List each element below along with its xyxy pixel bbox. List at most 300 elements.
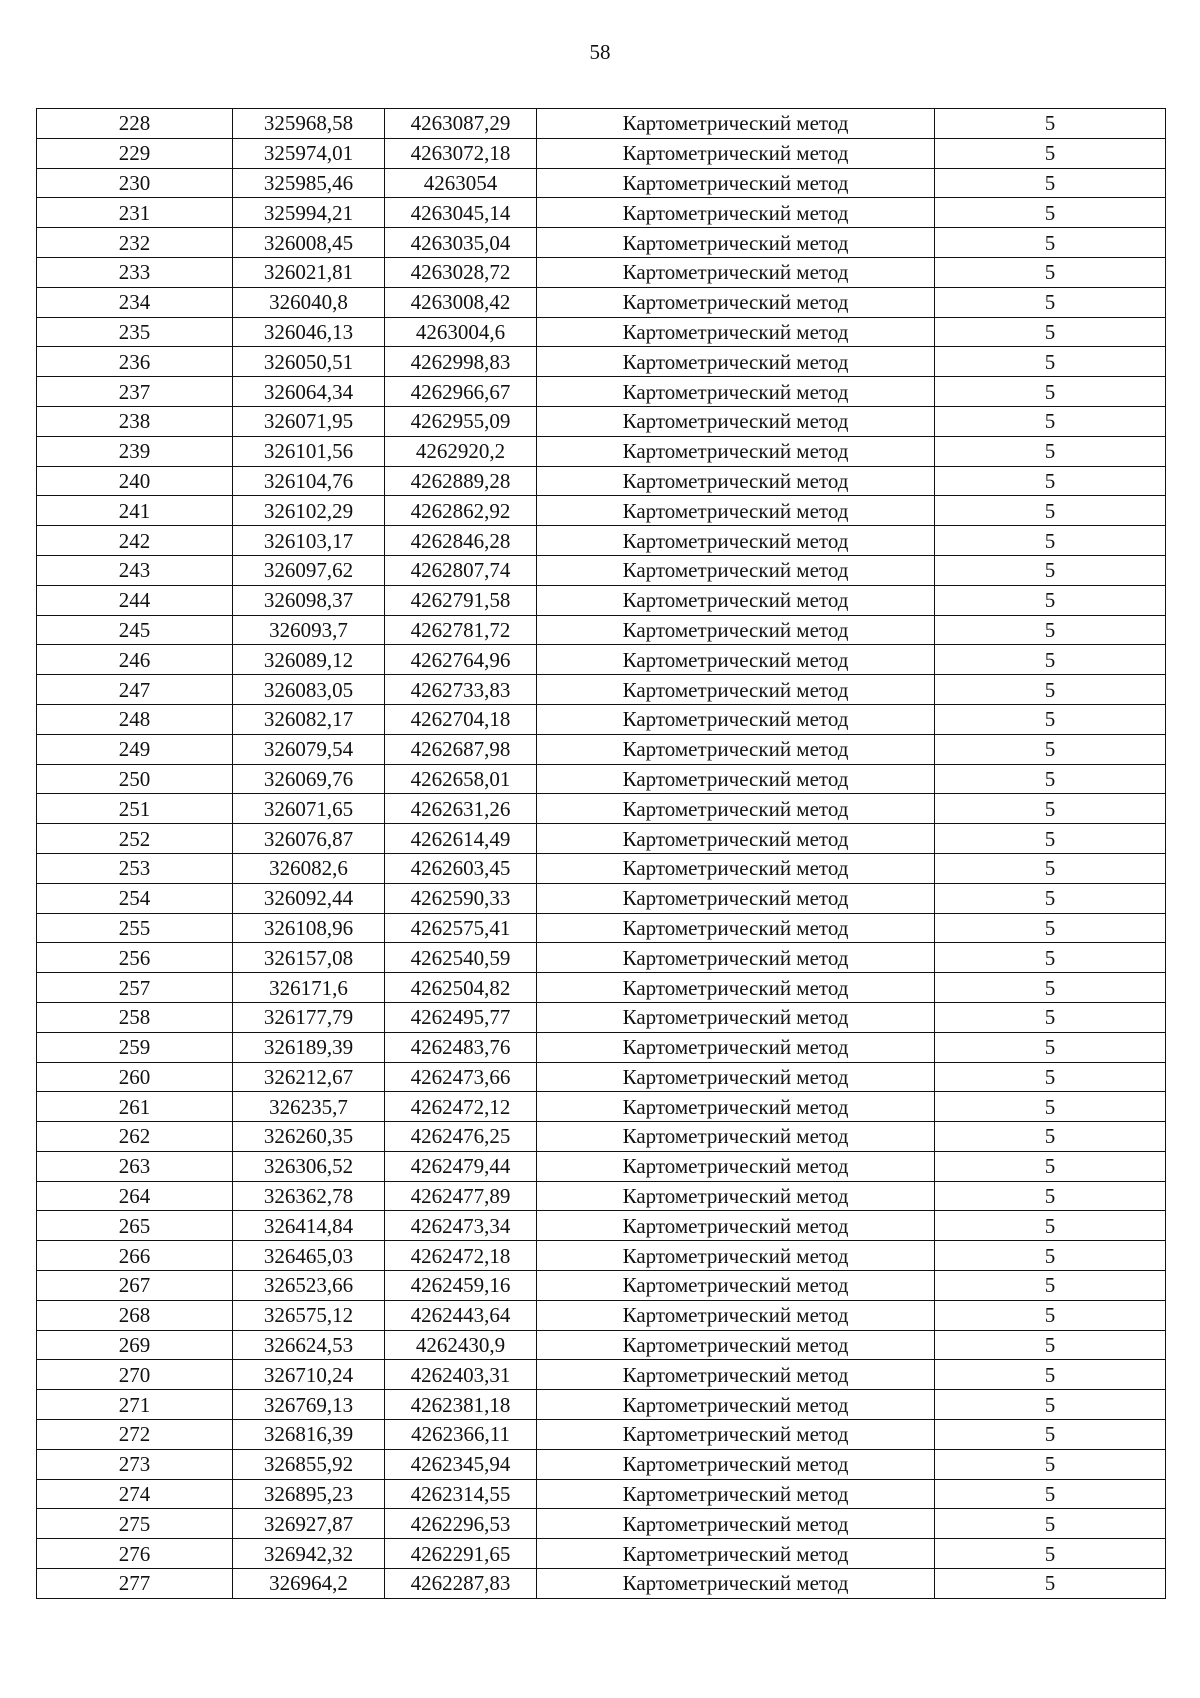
y-coordinate-cell: 4262687,98 xyxy=(385,734,537,764)
method-cell: Картометрический метод xyxy=(537,138,935,168)
method-cell: Картометрический метод xyxy=(537,496,935,526)
method-cell: Картометрический метод xyxy=(537,555,935,585)
x-coordinate-cell: 326306,52 xyxy=(233,1151,385,1181)
accuracy-cell: 5 xyxy=(935,943,1166,973)
method-cell: Картометрический метод xyxy=(537,764,935,794)
y-coordinate-cell: 4262733,83 xyxy=(385,675,537,705)
method-cell: Картометрический метод xyxy=(537,645,935,675)
accuracy-cell: 5 xyxy=(935,1360,1166,1390)
point-number-cell: 251 xyxy=(37,794,233,824)
accuracy-cell: 5 xyxy=(935,764,1166,794)
x-coordinate-cell: 326093,7 xyxy=(233,615,385,645)
accuracy-cell: 5 xyxy=(935,228,1166,258)
method-cell: Картометрический метод xyxy=(537,1330,935,1360)
y-coordinate-cell: 4262998,83 xyxy=(385,347,537,377)
table-row xyxy=(37,1271,1166,1301)
point-number-cell: 241 xyxy=(37,496,233,526)
accuracy-cell: 5 xyxy=(935,615,1166,645)
method-cell: Картометрический метод xyxy=(537,109,935,139)
x-coordinate-cell: 325968,58 xyxy=(233,109,385,139)
method-cell: Картометрический метод xyxy=(537,943,935,973)
point-number-cell: 275 xyxy=(37,1509,233,1539)
x-coordinate-cell: 326103,17 xyxy=(233,526,385,556)
method-cell: Картометрический метод xyxy=(537,1539,935,1569)
y-coordinate-cell: 4262459,16 xyxy=(385,1271,537,1301)
x-coordinate-cell: 326710,24 xyxy=(233,1360,385,1390)
y-coordinate-cell: 4262658,01 xyxy=(385,764,537,794)
x-coordinate-cell: 326008,45 xyxy=(233,228,385,258)
table-row xyxy=(37,883,1166,913)
table-row xyxy=(37,228,1166,258)
accuracy-cell: 5 xyxy=(935,1211,1166,1241)
accuracy-cell: 5 xyxy=(935,257,1166,287)
accuracy-cell: 5 xyxy=(935,585,1166,615)
x-coordinate-cell: 326079,54 xyxy=(233,734,385,764)
method-cell: Картометрический метод xyxy=(537,466,935,496)
accuracy-cell: 5 xyxy=(935,1032,1166,1062)
point-number-cell: 240 xyxy=(37,466,233,496)
table-row xyxy=(37,1181,1166,1211)
table-row xyxy=(37,1479,1166,1509)
point-number-cell: 233 xyxy=(37,257,233,287)
method-cell: Картометрический метод xyxy=(537,1479,935,1509)
x-coordinate-cell: 326624,53 xyxy=(233,1330,385,1360)
table-row xyxy=(37,377,1166,407)
coordinates-table-body xyxy=(37,109,1166,1599)
method-cell: Картометрический метод xyxy=(537,526,935,556)
method-cell: Картометрический метод xyxy=(537,1449,935,1479)
table-row xyxy=(37,1032,1166,1062)
accuracy-cell: 5 xyxy=(935,824,1166,854)
table-row xyxy=(37,913,1166,943)
method-cell: Картометрический метод xyxy=(537,1390,935,1420)
y-coordinate-cell: 4262603,45 xyxy=(385,853,537,883)
accuracy-cell: 5 xyxy=(935,645,1166,675)
point-number-cell: 268 xyxy=(37,1300,233,1330)
accuracy-cell: 5 xyxy=(935,1241,1166,1271)
accuracy-cell: 5 xyxy=(935,317,1166,347)
method-cell: Картометрический метод xyxy=(537,1241,935,1271)
method-cell: Картометрический метод xyxy=(537,734,935,764)
method-cell: Картометрический метод xyxy=(537,883,935,913)
x-coordinate-cell: 326108,96 xyxy=(233,913,385,943)
x-coordinate-cell: 325994,21 xyxy=(233,198,385,228)
accuracy-cell: 5 xyxy=(935,1062,1166,1092)
accuracy-cell: 5 xyxy=(935,734,1166,764)
accuracy-cell: 5 xyxy=(935,1002,1166,1032)
y-coordinate-cell: 4262495,77 xyxy=(385,1002,537,1032)
table-row xyxy=(37,1360,1166,1390)
method-cell: Картометрический метод xyxy=(537,1122,935,1152)
y-coordinate-cell: 4262807,74 xyxy=(385,555,537,585)
y-coordinate-cell: 4262287,83 xyxy=(385,1569,537,1599)
x-coordinate-cell: 326362,78 xyxy=(233,1181,385,1211)
table-row xyxy=(37,704,1166,734)
point-number-cell: 272 xyxy=(37,1420,233,1450)
table-row xyxy=(37,615,1166,645)
accuracy-cell: 5 xyxy=(935,1092,1166,1122)
x-coordinate-cell: 326157,08 xyxy=(233,943,385,973)
table-row xyxy=(37,109,1166,139)
table-row xyxy=(37,943,1166,973)
x-coordinate-cell: 326021,81 xyxy=(233,257,385,287)
table-row xyxy=(37,168,1166,198)
y-coordinate-cell: 4262889,28 xyxy=(385,466,537,496)
accuracy-cell: 5 xyxy=(935,1271,1166,1301)
table-row xyxy=(37,645,1166,675)
accuracy-cell: 5 xyxy=(935,883,1166,913)
method-cell: Картометрический метод xyxy=(537,675,935,705)
method-cell: Картометрический метод xyxy=(537,1151,935,1181)
point-number-cell: 277 xyxy=(37,1569,233,1599)
table-row xyxy=(37,1390,1166,1420)
accuracy-cell: 5 xyxy=(935,406,1166,436)
accuracy-cell: 5 xyxy=(935,1509,1166,1539)
x-coordinate-cell: 326235,7 xyxy=(233,1092,385,1122)
x-coordinate-cell: 326177,79 xyxy=(233,1002,385,1032)
table-row xyxy=(37,1300,1166,1330)
point-number-cell: 231 xyxy=(37,198,233,228)
accuracy-cell: 5 xyxy=(935,555,1166,585)
table-row xyxy=(37,406,1166,436)
point-number-cell: 257 xyxy=(37,973,233,1003)
point-number-cell: 250 xyxy=(37,764,233,794)
accuracy-cell: 5 xyxy=(935,198,1166,228)
method-cell: Картометрический метод xyxy=(537,913,935,943)
point-number-cell: 239 xyxy=(37,436,233,466)
accuracy-cell: 5 xyxy=(935,1122,1166,1152)
accuracy-cell: 5 xyxy=(935,853,1166,883)
table-row xyxy=(37,347,1166,377)
method-cell: Картометрический метод xyxy=(537,406,935,436)
method-cell: Картометрический метод xyxy=(537,824,935,854)
accuracy-cell: 5 xyxy=(935,109,1166,139)
x-coordinate-cell: 326816,39 xyxy=(233,1420,385,1450)
x-coordinate-cell: 326050,51 xyxy=(233,347,385,377)
y-coordinate-cell: 4263072,18 xyxy=(385,138,537,168)
method-cell: Картометрический метод xyxy=(537,704,935,734)
y-coordinate-cell: 4262862,92 xyxy=(385,496,537,526)
point-number-cell: 246 xyxy=(37,645,233,675)
method-cell: Картометрический метод xyxy=(537,615,935,645)
point-number-cell: 254 xyxy=(37,883,233,913)
x-coordinate-cell: 326071,95 xyxy=(233,406,385,436)
table-row xyxy=(37,1241,1166,1271)
table-row xyxy=(37,317,1166,347)
y-coordinate-cell: 4262443,64 xyxy=(385,1300,537,1330)
method-cell: Картометрический метод xyxy=(537,436,935,466)
point-number-cell: 261 xyxy=(37,1092,233,1122)
table-row xyxy=(37,1509,1166,1539)
point-number-cell: 264 xyxy=(37,1181,233,1211)
x-coordinate-cell: 326465,03 xyxy=(233,1241,385,1271)
y-coordinate-cell: 4263054 xyxy=(385,168,537,198)
y-coordinate-cell: 4262477,89 xyxy=(385,1181,537,1211)
y-coordinate-cell: 4262704,18 xyxy=(385,704,537,734)
point-number-cell: 247 xyxy=(37,675,233,705)
method-cell: Картометрический метод xyxy=(537,1360,935,1390)
accuracy-cell: 5 xyxy=(935,287,1166,317)
y-coordinate-cell: 4262920,2 xyxy=(385,436,537,466)
table-row xyxy=(37,138,1166,168)
accuracy-cell: 5 xyxy=(935,1569,1166,1599)
table-row xyxy=(37,1151,1166,1181)
x-coordinate-cell: 325974,01 xyxy=(233,138,385,168)
x-coordinate-cell: 326069,76 xyxy=(233,764,385,794)
point-number-cell: 258 xyxy=(37,1002,233,1032)
y-coordinate-cell: 4263045,14 xyxy=(385,198,537,228)
table-row xyxy=(37,1569,1166,1599)
table-row xyxy=(37,824,1166,854)
table-row xyxy=(37,1002,1166,1032)
accuracy-cell: 5 xyxy=(935,466,1166,496)
point-number-cell: 276 xyxy=(37,1539,233,1569)
point-number-cell: 248 xyxy=(37,704,233,734)
method-cell: Картометрический метод xyxy=(537,1002,935,1032)
point-number-cell: 255 xyxy=(37,913,233,943)
method-cell: Картометрический метод xyxy=(537,973,935,1003)
y-coordinate-cell: 4262476,25 xyxy=(385,1122,537,1152)
x-coordinate-cell: 326171,6 xyxy=(233,973,385,1003)
method-cell: Картометрический метод xyxy=(537,794,935,824)
point-number-cell: 260 xyxy=(37,1062,233,1092)
y-coordinate-cell: 4262314,55 xyxy=(385,1479,537,1509)
table-row xyxy=(37,555,1166,585)
point-number-cell: 269 xyxy=(37,1330,233,1360)
table-row xyxy=(37,585,1166,615)
accuracy-cell: 5 xyxy=(935,496,1166,526)
y-coordinate-cell: 4262955,09 xyxy=(385,406,537,436)
y-coordinate-cell: 4262479,44 xyxy=(385,1151,537,1181)
point-number-cell: 253 xyxy=(37,853,233,883)
method-cell: Картометрический метод xyxy=(537,1509,935,1539)
table-row xyxy=(37,1062,1166,1092)
point-number-cell: 266 xyxy=(37,1241,233,1271)
table-row xyxy=(37,436,1166,466)
method-cell: Картометрический метод xyxy=(537,1181,935,1211)
x-coordinate-cell: 326575,12 xyxy=(233,1300,385,1330)
table-row xyxy=(37,734,1166,764)
x-coordinate-cell: 326189,39 xyxy=(233,1032,385,1062)
y-coordinate-cell: 4262846,28 xyxy=(385,526,537,556)
accuracy-cell: 5 xyxy=(935,1539,1166,1569)
accuracy-cell: 5 xyxy=(935,138,1166,168)
y-coordinate-cell: 4262296,53 xyxy=(385,1509,537,1539)
accuracy-cell: 5 xyxy=(935,913,1166,943)
point-number-cell: 267 xyxy=(37,1271,233,1301)
point-number-cell: 238 xyxy=(37,406,233,436)
table-row xyxy=(37,1211,1166,1241)
point-number-cell: 245 xyxy=(37,615,233,645)
method-cell: Картометрический метод xyxy=(537,1062,935,1092)
accuracy-cell: 5 xyxy=(935,436,1166,466)
table-row xyxy=(37,257,1166,287)
table-row xyxy=(37,1420,1166,1450)
method-cell: Картометрический метод xyxy=(537,257,935,287)
x-coordinate-cell: 326523,66 xyxy=(233,1271,385,1301)
x-coordinate-cell: 326212,67 xyxy=(233,1062,385,1092)
method-cell: Картометрический метод xyxy=(537,853,935,883)
accuracy-cell: 5 xyxy=(935,526,1166,556)
table-row xyxy=(37,1092,1166,1122)
y-coordinate-cell: 4262345,94 xyxy=(385,1449,537,1479)
y-coordinate-cell: 4262403,31 xyxy=(385,1360,537,1390)
accuracy-cell: 5 xyxy=(935,1390,1166,1420)
point-number-cell: 228 xyxy=(37,109,233,139)
point-number-cell: 271 xyxy=(37,1390,233,1420)
x-coordinate-cell: 326414,84 xyxy=(233,1211,385,1241)
accuracy-cell: 5 xyxy=(935,1330,1166,1360)
table-row xyxy=(37,1330,1166,1360)
y-coordinate-cell: 4262366,11 xyxy=(385,1420,537,1450)
method-cell: Картометрический метод xyxy=(537,585,935,615)
y-coordinate-cell: 4262473,34 xyxy=(385,1211,537,1241)
x-coordinate-cell: 326101,56 xyxy=(233,436,385,466)
x-coordinate-cell: 326082,17 xyxy=(233,704,385,734)
point-number-cell: 263 xyxy=(37,1151,233,1181)
x-coordinate-cell: 325985,46 xyxy=(233,168,385,198)
point-number-cell: 249 xyxy=(37,734,233,764)
method-cell: Картометрический метод xyxy=(537,1211,935,1241)
table-row xyxy=(37,287,1166,317)
page-number: 58 xyxy=(589,40,611,64)
y-coordinate-cell: 4263028,72 xyxy=(385,257,537,287)
point-number-cell: 274 xyxy=(37,1479,233,1509)
point-number-cell: 259 xyxy=(37,1032,233,1062)
y-coordinate-cell: 4262631,26 xyxy=(385,794,537,824)
point-number-cell: 232 xyxy=(37,228,233,258)
point-number-cell: 235 xyxy=(37,317,233,347)
table-row xyxy=(37,675,1166,705)
method-cell: Картометрический метод xyxy=(537,287,935,317)
y-coordinate-cell: 4263035,04 xyxy=(385,228,537,258)
method-cell: Картометрический метод xyxy=(537,1300,935,1330)
x-coordinate-cell: 326082,6 xyxy=(233,853,385,883)
y-coordinate-cell: 4262590,33 xyxy=(385,883,537,913)
method-cell: Картометрический метод xyxy=(537,198,935,228)
y-coordinate-cell: 4262430,9 xyxy=(385,1330,537,1360)
y-coordinate-cell: 4262291,65 xyxy=(385,1539,537,1569)
point-number-cell: 236 xyxy=(37,347,233,377)
x-coordinate-cell: 326097,62 xyxy=(233,555,385,585)
table-row xyxy=(37,794,1166,824)
y-coordinate-cell: 4262791,58 xyxy=(385,585,537,615)
point-number-cell: 252 xyxy=(37,824,233,854)
accuracy-cell: 5 xyxy=(935,1420,1166,1450)
table-row xyxy=(37,1122,1166,1152)
table-row xyxy=(37,1449,1166,1479)
point-number-cell: 237 xyxy=(37,377,233,407)
table-row xyxy=(37,466,1166,496)
method-cell: Картометрический метод xyxy=(537,377,935,407)
y-coordinate-cell: 4263008,42 xyxy=(385,287,537,317)
accuracy-cell: 5 xyxy=(935,973,1166,1003)
x-coordinate-cell: 326076,87 xyxy=(233,824,385,854)
accuracy-cell: 5 xyxy=(935,1151,1166,1181)
point-number-cell: 242 xyxy=(37,526,233,556)
table-row xyxy=(37,526,1166,556)
method-cell: Картометрический метод xyxy=(537,317,935,347)
y-coordinate-cell: 4262504,82 xyxy=(385,973,537,1003)
y-coordinate-cell: 4263087,29 xyxy=(385,109,537,139)
x-coordinate-cell: 326064,34 xyxy=(233,377,385,407)
x-coordinate-cell: 326855,92 xyxy=(233,1449,385,1479)
x-coordinate-cell: 326092,44 xyxy=(233,883,385,913)
table-row xyxy=(37,853,1166,883)
accuracy-cell: 5 xyxy=(935,347,1166,377)
accuracy-cell: 5 xyxy=(935,168,1166,198)
point-number-cell: 256 xyxy=(37,943,233,973)
y-coordinate-cell: 4262781,72 xyxy=(385,615,537,645)
x-coordinate-cell: 326260,35 xyxy=(233,1122,385,1152)
table-row xyxy=(37,764,1166,794)
x-coordinate-cell: 326769,13 xyxy=(233,1390,385,1420)
point-number-cell: 273 xyxy=(37,1449,233,1479)
accuracy-cell: 5 xyxy=(935,675,1166,705)
point-number-cell: 262 xyxy=(37,1122,233,1152)
method-cell: Картометрический метод xyxy=(537,1032,935,1062)
point-number-cell: 230 xyxy=(37,168,233,198)
accuracy-cell: 5 xyxy=(935,1449,1166,1479)
point-number-cell: 265 xyxy=(37,1211,233,1241)
point-number-cell: 234 xyxy=(37,287,233,317)
point-number-cell: 270 xyxy=(37,1360,233,1390)
accuracy-cell: 5 xyxy=(935,794,1166,824)
accuracy-cell: 5 xyxy=(935,704,1166,734)
method-cell: Картометрический метод xyxy=(537,1092,935,1122)
x-coordinate-cell: 326089,12 xyxy=(233,645,385,675)
x-coordinate-cell: 326964,2 xyxy=(233,1569,385,1599)
y-coordinate-cell: 4262381,18 xyxy=(385,1390,537,1420)
point-number-cell: 229 xyxy=(37,138,233,168)
y-coordinate-cell: 4262614,49 xyxy=(385,824,537,854)
x-coordinate-cell: 326895,23 xyxy=(233,1479,385,1509)
method-cell: Картометрический метод xyxy=(537,347,935,377)
table-row xyxy=(37,496,1166,526)
y-coordinate-cell: 4262540,59 xyxy=(385,943,537,973)
method-cell: Картометрический метод xyxy=(537,228,935,258)
y-coordinate-cell: 4262575,41 xyxy=(385,913,537,943)
accuracy-cell: 5 xyxy=(935,377,1166,407)
accuracy-cell: 5 xyxy=(935,1479,1166,1509)
table-row xyxy=(37,198,1166,228)
accuracy-cell: 5 xyxy=(935,1181,1166,1211)
x-coordinate-cell: 326040,8 xyxy=(233,287,385,317)
x-coordinate-cell: 326102,29 xyxy=(233,496,385,526)
y-coordinate-cell: 4262473,66 xyxy=(385,1062,537,1092)
x-coordinate-cell: 326927,87 xyxy=(233,1509,385,1539)
x-coordinate-cell: 326071,65 xyxy=(233,794,385,824)
table-row xyxy=(37,1539,1166,1569)
x-coordinate-cell: 326046,13 xyxy=(233,317,385,347)
point-number-cell: 243 xyxy=(37,555,233,585)
method-cell: Картометрический метод xyxy=(537,1420,935,1450)
table-row xyxy=(37,973,1166,1003)
method-cell: Картометрический метод xyxy=(537,1569,935,1599)
y-coordinate-cell: 4263004,6 xyxy=(385,317,537,347)
y-coordinate-cell: 4262764,96 xyxy=(385,645,537,675)
y-coordinate-cell: 4262966,67 xyxy=(385,377,537,407)
y-coordinate-cell: 4262472,12 xyxy=(385,1092,537,1122)
x-coordinate-cell: 326083,05 xyxy=(233,675,385,705)
y-coordinate-cell: 4262472,18 xyxy=(385,1241,537,1271)
x-coordinate-cell: 326098,37 xyxy=(233,585,385,615)
point-number-cell: 244 xyxy=(37,585,233,615)
accuracy-cell: 5 xyxy=(935,1300,1166,1330)
method-cell: Картометрический метод xyxy=(537,1271,935,1301)
method-cell: Картометрический метод xyxy=(537,168,935,198)
x-coordinate-cell: 326104,76 xyxy=(233,466,385,496)
